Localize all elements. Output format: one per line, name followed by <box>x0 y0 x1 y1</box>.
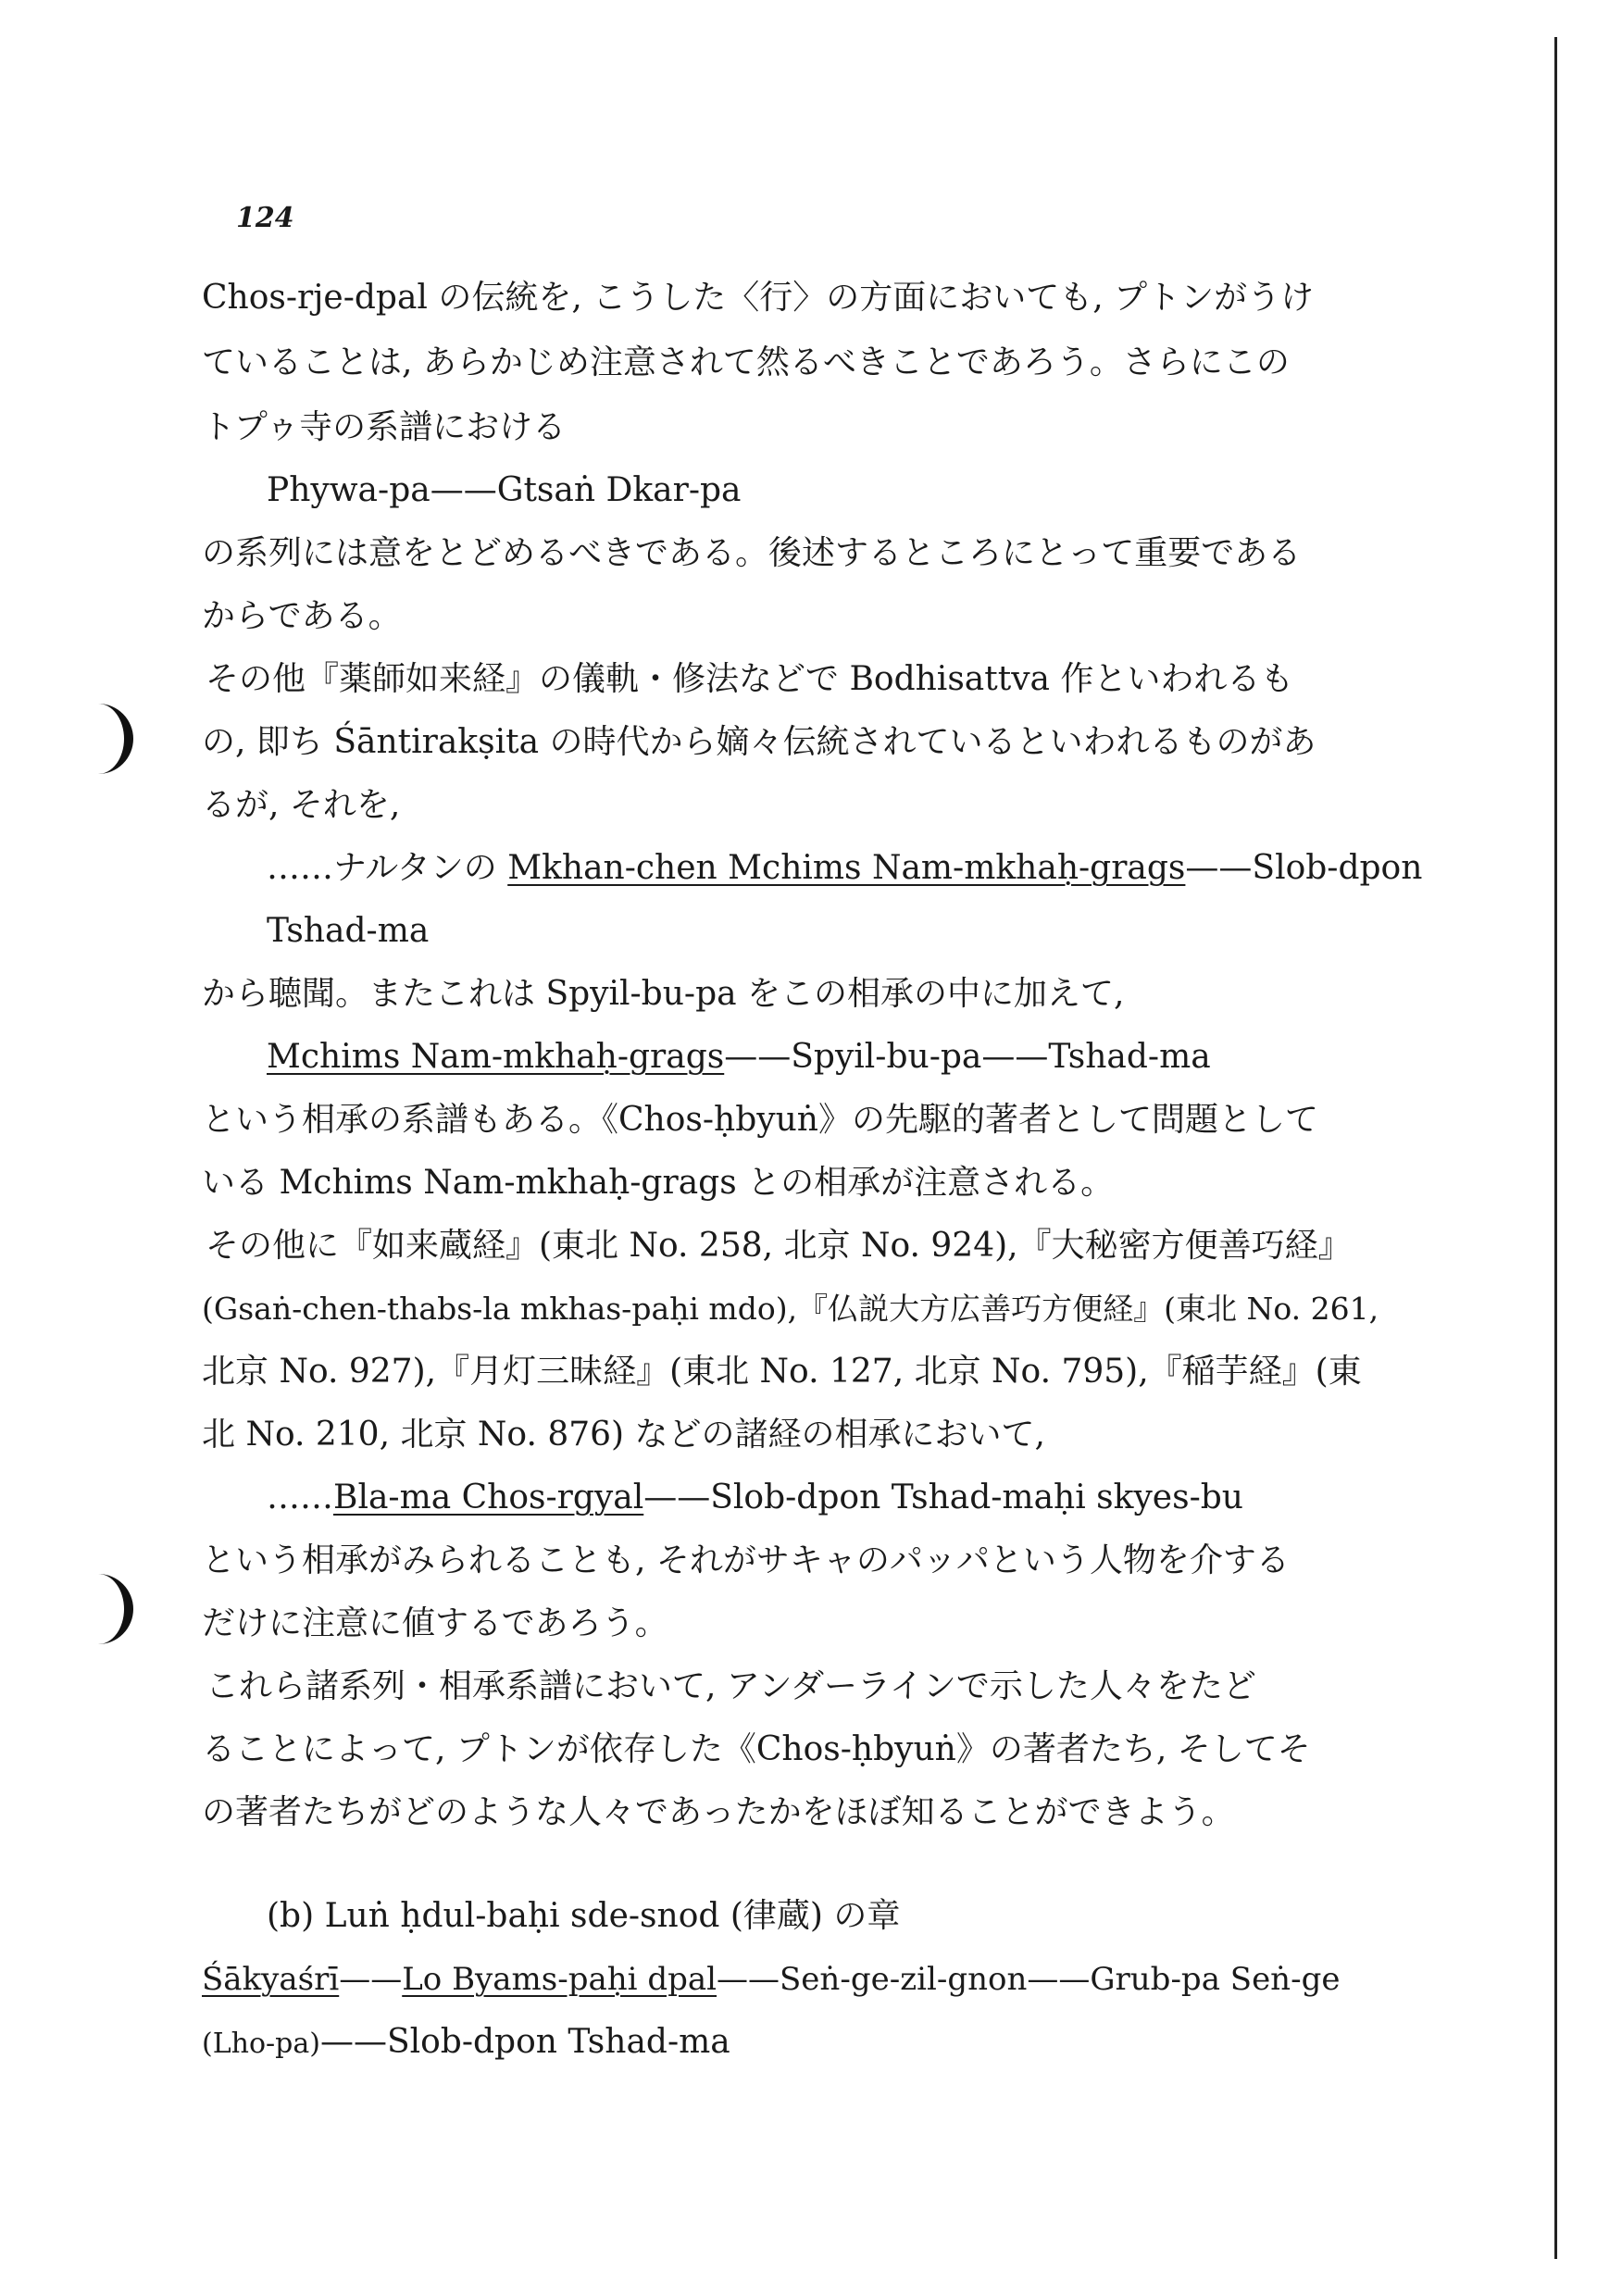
text-run: —— <box>339 1961 403 1998</box>
text-line: の, 即ち Śāntirakṣita の時代から嫡々伝統されているといわれるものがあ <box>202 723 1316 761</box>
text-line: ていることは, あらかじめ注意されて然るべきことであろう。さらにこの <box>202 343 1290 381</box>
text-line <box>267 1037 1211 1078</box>
text-line: の著者たちがどのような人々であったかをほぼ知ることができよう。 <box>202 1793 1235 1831</box>
underlined-name: Mchims Nam-mkhaḥ-grags <box>267 1038 725 1076</box>
page-edge <box>1554 37 1557 2259</box>
text-line: 北 No. 210, 北京 No. 876) などの諸経の相承において, <box>202 1416 1045 1454</box>
binding-mark <box>93 704 133 774</box>
underlined-name: Bla-ma Chos-rgyal <box>333 1479 644 1516</box>
text-line: これら諸系列・相承系譜において, アンダーラインで示した人々をたど <box>206 1667 1256 1705</box>
underlined-name: Śākyaśrī <box>202 1961 340 1998</box>
text-line: だけに注意に値するであろう。 <box>202 1604 668 1642</box>
text-line: から聴聞。またこれは Spyil-bu-pa をこの相承の中に加えて, <box>202 975 1125 1013</box>
text-line: という相承の系譜もある。《Chos-ḥbyuṅ》の先駆的著者として問題として <box>202 1101 1318 1139</box>
text-line <box>267 848 1422 889</box>
text-line: ることによって, プトンが依存した《Chos-ḥbyuṅ》の著者たち, そしてそ <box>202 1730 1311 1768</box>
underlined-name: Lo Byams-paḥi dpal <box>402 1961 717 1998</box>
text-run: ——Slob-dpon Tshad-maḥi skyes-bu <box>643 1479 1243 1516</box>
text-line <box>202 1959 1340 2000</box>
text-line: いる Mchims Nam-mkhaḥ-grags との相承が注意される。 <box>202 1164 1115 1202</box>
text-line <box>202 2022 730 2065</box>
underlined-name: Mkhan-chen Mchims Nam-mkhaḥ-grags <box>507 849 1186 887</box>
text-line: (Gsaṅ-chen-thabs-la mkhas-paḥi mdo),『仏説大方広善巧方便経』(東北 No. 261, <box>202 1291 1379 1327</box>
text-run: ——Spyil-bu-pa——Tshad-ma <box>724 1038 1211 1076</box>
text-run: ……ナルタンの <box>267 849 508 887</box>
text-run: ——Slob-dpon <box>1185 849 1423 887</box>
text-line: その他に『如来蔵経』(東北 No. 258, 北京 No. 924),『大秘密方便善巧経』 <box>206 1227 1352 1265</box>
text-run: (Lho-pa) <box>202 2028 320 2060</box>
page-number: 124 <box>236 202 294 234</box>
text-line: その他『薬師如来経』の儀軌・修法などで Bodhisattva 作といわれるも <box>206 660 1294 698</box>
text-run: …… <box>267 1479 333 1516</box>
binding-mark <box>93 1574 133 1644</box>
text-line: Tshad-ma <box>267 912 430 950</box>
text-line: るが, それを, <box>202 786 401 824</box>
section-heading: (b) Luṅ ḥdul-baḥi sde-snod (律蔵) の章 <box>267 1897 901 1935</box>
text-line: Chos-rje-dpal の伝統を, こうした〈行〉の方面においても, プトンがうけ <box>202 279 1315 317</box>
text-line: の系列には意をとどめるべきである。後述するところにとって重要である <box>202 534 1302 572</box>
text-line: 北京 No. 927),『月灯三昧経』(東北 No. 127, 北京 No. 795),『稲芋経』(東 <box>202 1353 1362 1391</box>
text-line: という相承がみられることも, それがサキャのパッパという人物を介する <box>202 1541 1290 1579</box>
text-line: からである。 <box>202 597 402 635</box>
text-line <box>267 1478 1243 1518</box>
text-run: ——Seṅ-ge-zil-gnon——Grub-pa Seṅ-ge <box>717 1961 1341 1998</box>
text-line: トプゥ寺の系譜における <box>202 408 567 446</box>
text-line: Phywa-pa——Gtsaṅ Dkar-pa <box>267 471 742 509</box>
text-run: ——Slob-dpon Tshad-ma <box>319 2023 730 2061</box>
